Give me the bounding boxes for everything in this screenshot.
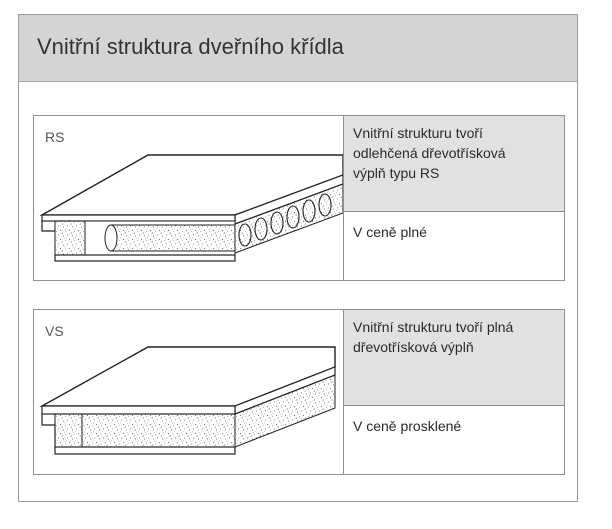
structure-code-label: VS (45, 323, 64, 339)
structure-card-rs (33, 115, 565, 281)
price-category: V ceně plné (353, 224, 427, 240)
structure-description-cell (343, 310, 564, 406)
structure-description: Vnitřní strukturu tvoří plná dřevotřísková výplň (353, 319, 514, 355)
vs-door-cross-section-illustration (35, 311, 343, 473)
structure-code-label: RS (45, 129, 65, 145)
price-category-cell (343, 406, 564, 474)
door-structure-panel (18, 14, 578, 502)
structure-description: Vnitřní strukturu tvoří odlehčená dřevotřísková výplň typu RS (353, 125, 506, 181)
price-category-cell (343, 212, 564, 280)
price-category: V ceně prosklené (353, 418, 462, 434)
panel-header (19, 15, 577, 82)
structure-description-cell (343, 116, 564, 212)
rs-door-cross-section-illustration (35, 117, 343, 279)
page-title: Vnitřní struktura dveřního křídla (37, 34, 344, 59)
structure-card-vs (33, 309, 565, 475)
